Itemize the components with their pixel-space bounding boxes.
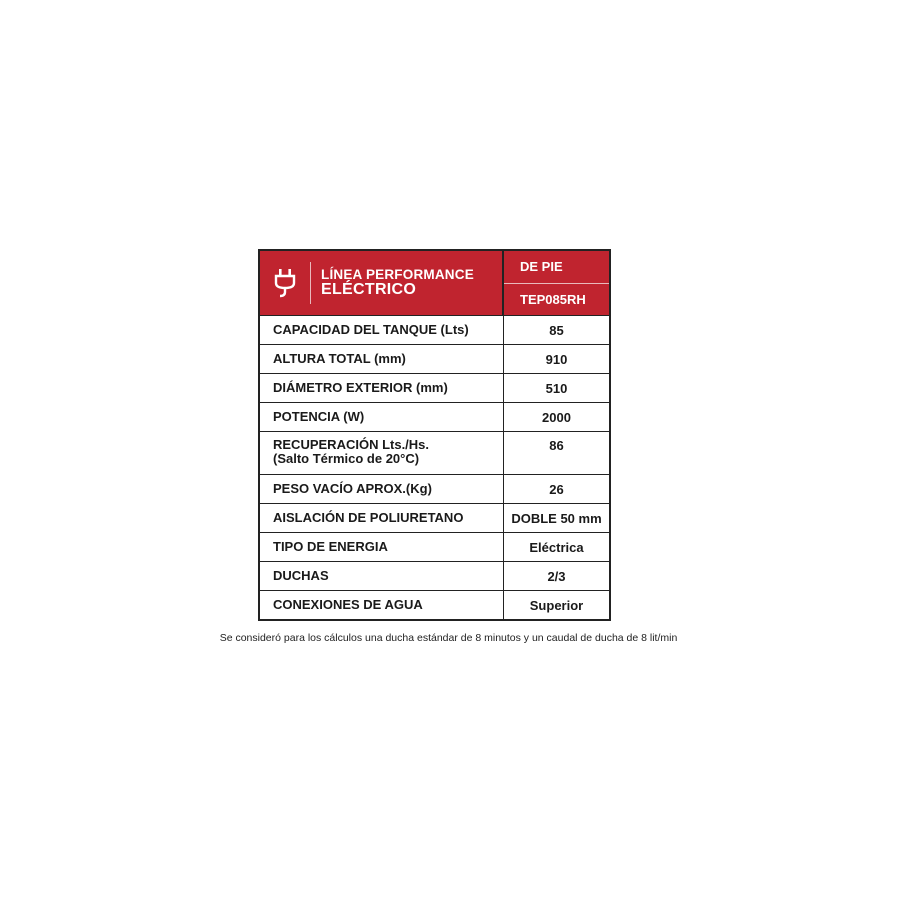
row-label: CONEXIONES DE AGUA <box>260 591 504 619</box>
row-value: Eléctrica <box>529 539 584 555</box>
header-line2: ELÉCTRICO <box>321 280 417 298</box>
header-model: TEP085RH <box>504 283 609 316</box>
row-label <box>260 432 504 474</box>
row-value: DOBLE 50 mm <box>511 510 602 526</box>
footnote: Se consideró para los cálculos una ducha estándar de 8 minutos y un caudal de ducha de 8 lit/min <box>219 632 678 644</box>
table-row <box>260 474 609 503</box>
row-label-line2: (Salto Térmico de 20°C) <box>273 450 420 466</box>
table-row <box>260 402 609 431</box>
row-label: TIPO DE ENERGIA <box>260 533 504 561</box>
row-value: 2000 <box>542 409 571 425</box>
header-brand <box>260 251 504 315</box>
table-row <box>260 532 609 561</box>
row-value: 910 <box>545 351 568 367</box>
header-title <box>311 268 474 299</box>
header-type: DE PIE <box>520 259 563 275</box>
header-line1: LÍNEA PERFORMANCE <box>321 266 474 282</box>
spec-table <box>258 249 611 621</box>
table-row <box>260 561 609 590</box>
row-label: POTENCIA (W) <box>260 403 504 431</box>
table-row <box>260 590 609 619</box>
row-label: PESO VACÍO APROX.(Kg) <box>260 475 504 503</box>
row-value: Superior <box>529 597 584 613</box>
row-label: ALTURA TOTAL (mm) <box>260 345 504 373</box>
row-label-line1: RECUPERACIÓN Lts./Hs. <box>273 437 430 452</box>
row-label: AISLACIÓN DE POLIURETANO <box>260 504 504 532</box>
row-label: CAPACIDAD DEL TANQUE (Lts) <box>260 316 504 344</box>
row-value: 510 <box>545 380 568 396</box>
row-value: 86 <box>549 438 564 453</box>
row-label: DIÁMETRO EXTERIOR (mm) <box>260 374 504 402</box>
table-row <box>260 373 609 402</box>
row-value: 85 <box>549 322 564 338</box>
table-row <box>260 315 609 344</box>
table-row <box>260 344 609 373</box>
row-value: 2/3 <box>547 568 566 584</box>
row-value: 26 <box>549 481 564 497</box>
table-header <box>260 251 609 315</box>
header-model-column <box>504 251 609 315</box>
table-row <box>260 503 609 532</box>
row-label: DUCHAS <box>260 562 504 590</box>
plug-icon <box>260 251 310 315</box>
table-row <box>260 431 609 474</box>
